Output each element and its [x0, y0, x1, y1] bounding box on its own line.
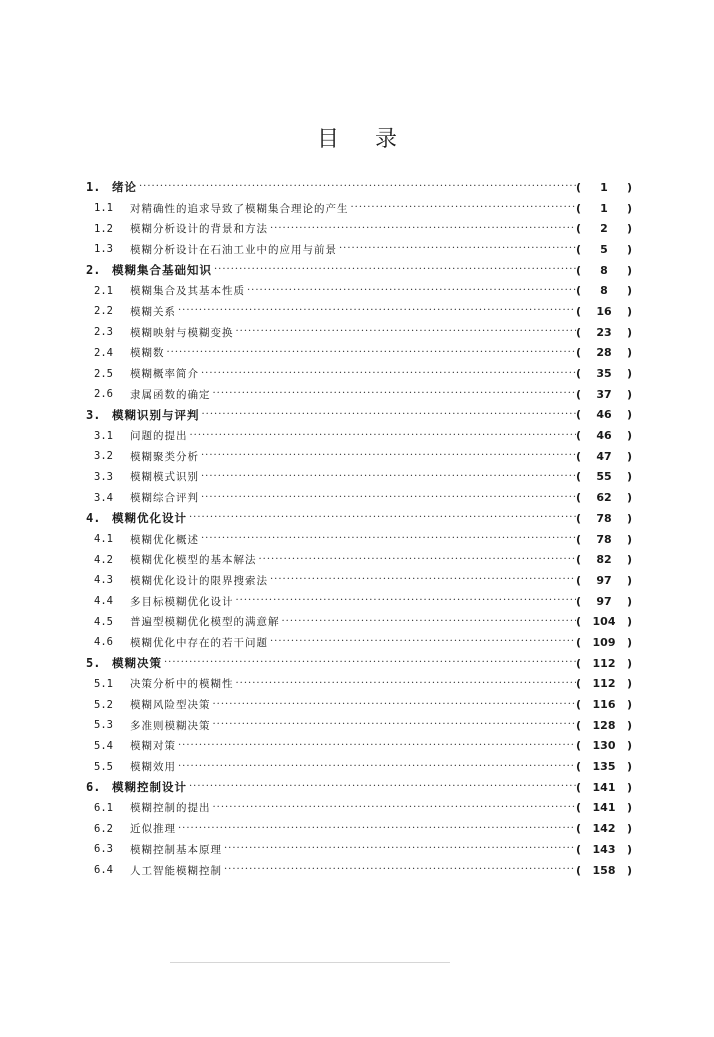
toc-page-number: 82 [596, 553, 612, 567]
toc-page-number: 142 [592, 822, 616, 836]
open-paren: ( [576, 573, 582, 587]
toc-section-entry[interactable] [86, 446, 632, 467]
toc-chapter-entry[interactable] [86, 508, 632, 529]
open-paren: ( [576, 408, 582, 422]
toc-section-entry[interactable] [86, 529, 632, 550]
toc-page-ref [576, 243, 632, 256]
toc-page-number: 97 [596, 573, 612, 587]
toc-entry-title: 绪论 [112, 180, 137, 195]
close-paren: ) [626, 615, 632, 629]
toc-page-ref [576, 698, 632, 711]
page-title [0, 122, 714, 153]
toc-dot-leader [213, 802, 577, 814]
toc-entry-number: 3.2 [94, 450, 113, 463]
open-paren: ( [576, 367, 582, 381]
toc-dot-leader [224, 843, 576, 855]
close-paren: ) [626, 429, 632, 443]
table-of-contents [86, 177, 632, 880]
toc-page-number: 109 [592, 635, 616, 649]
toc-dot-leader [247, 285, 576, 297]
toc-section-entry[interactable] [86, 860, 632, 881]
open-paren: ( [576, 739, 582, 753]
close-paren: ) [626, 698, 632, 712]
toc-page-number: 47 [596, 449, 612, 463]
toc-page-number: 97 [596, 594, 612, 608]
close-paren: ) [626, 532, 632, 546]
toc-section-entry[interactable] [86, 591, 632, 612]
toc-section-entry[interactable] [86, 280, 632, 301]
open-paren: ( [576, 449, 582, 463]
toc-section-entry[interactable] [86, 570, 632, 591]
toc-dot-leader [178, 740, 576, 752]
toc-dot-leader [270, 574, 576, 586]
open-paren: ( [576, 470, 582, 484]
page-title-char-1: 目 [316, 127, 339, 152]
close-paren: ) [626, 387, 632, 401]
toc-entry-number: 2.6 [94, 388, 113, 401]
toc-dot-leader [213, 699, 577, 711]
toc-page-number: 46 [596, 408, 612, 422]
close-paren: ) [626, 594, 632, 608]
toc-dot-leader [351, 202, 577, 214]
toc-entry-title: 模糊风险型决策 [130, 699, 211, 712]
open-paren: ( [576, 180, 582, 194]
toc-dot-leader [270, 636, 576, 648]
toc-entry-title: 隶属函数的确定 [130, 388, 211, 401]
toc-entry-number: 1.2 [94, 222, 113, 235]
toc-dot-leader [201, 368, 576, 380]
toc-page-ref [576, 388, 632, 401]
toc-page-number: 104 [592, 615, 616, 629]
toc-page-ref [576, 202, 632, 215]
toc-page-number: 62 [596, 491, 612, 505]
open-paren: ( [576, 615, 582, 629]
toc-entry-number: 6.2 [94, 822, 113, 835]
toc-entry-title: 模糊集合及其基本性质 [130, 285, 245, 298]
toc-page-ref [576, 781, 632, 794]
toc-page-ref [576, 491, 632, 504]
toc-page-number: 28 [596, 346, 612, 360]
close-paren: ) [626, 760, 632, 774]
toc-chapter-entry[interactable] [86, 260, 632, 281]
toc-entry-title: 问题的提出 [130, 430, 188, 443]
toc-page-ref [576, 760, 632, 773]
toc-page-number: 8 [600, 284, 608, 298]
close-paren: ) [626, 656, 632, 670]
toc-entry-number: 3.3 [94, 470, 113, 483]
open-paren: ( [576, 842, 582, 856]
toc-section-entry[interactable] [86, 756, 632, 777]
close-paren: ) [626, 863, 632, 877]
toc-page-ref [576, 470, 632, 483]
toc-dot-leader [339, 243, 576, 255]
toc-entry-title: 模糊控制基本原理 [130, 843, 222, 856]
toc-page-number: 158 [592, 863, 616, 877]
toc-page-ref [576, 346, 632, 359]
open-paren: ( [576, 801, 582, 815]
toc-page-number: 128 [592, 718, 616, 732]
toc-page-number: 78 [596, 532, 612, 546]
close-paren: ) [626, 511, 632, 525]
toc-page-ref [576, 512, 632, 525]
toc-dot-leader [178, 823, 576, 835]
open-paren: ( [576, 284, 582, 298]
toc-entry-title: 多准则模糊决策 [130, 719, 211, 732]
open-paren: ( [576, 718, 582, 732]
toc-section-entry[interactable] [86, 632, 632, 653]
toc-entry-number: 2. [86, 263, 101, 278]
toc-entry-title: 对精确性的追求导致了模糊集合理论的产生 [130, 202, 349, 215]
open-paren: ( [576, 760, 582, 774]
toc-section-entry[interactable] [86, 425, 632, 446]
toc-section-entry[interactable] [86, 218, 632, 239]
toc-entry-title: 模糊优化中存在的若干问题 [130, 636, 268, 649]
toc-entry-title: 决策分析中的模糊性 [130, 678, 234, 691]
close-paren: ) [626, 801, 632, 815]
open-paren: ( [576, 822, 582, 836]
open-paren: ( [576, 242, 582, 256]
toc-page-number: 116 [592, 698, 616, 712]
toc-page-number: 55 [596, 470, 612, 484]
toc-entry-number: 4.2 [94, 553, 113, 566]
open-paren: ( [576, 304, 582, 318]
close-paren: ) [626, 842, 632, 856]
toc-entry-title: 模糊优化设计 [112, 511, 187, 526]
open-paren: ( [576, 656, 582, 670]
toc-page-ref [576, 367, 632, 380]
toc-entry-title: 模糊分析设计的背景和方法 [130, 223, 268, 236]
toc-page-ref [576, 615, 632, 628]
toc-section-entry[interactable] [86, 239, 632, 260]
toc-entry-title: 多目标模糊优化设计 [130, 595, 234, 608]
toc-entry-title: 模糊模式识别 [130, 471, 199, 484]
toc-entry-title: 模糊概率简介 [130, 368, 199, 381]
toc-page-number: 112 [592, 677, 616, 691]
toc-entry-title: 模糊优化概述 [130, 533, 199, 546]
open-paren: ( [576, 491, 582, 505]
open-paren: ( [576, 511, 582, 525]
toc-entry-title: 模糊映射与模糊变换 [130, 326, 234, 339]
toc-entry-number: 4.6 [94, 636, 113, 649]
toc-section-entry[interactable] [86, 384, 632, 405]
open-paren: ( [576, 863, 582, 877]
toc-chapter-entry[interactable] [86, 405, 632, 426]
toc-page-number: 141 [592, 801, 616, 815]
toc-entry-number: 3.1 [94, 429, 113, 442]
close-paren: ) [626, 677, 632, 691]
open-paren: ( [576, 698, 582, 712]
open-paren: ( [576, 346, 582, 360]
toc-page-ref [576, 822, 632, 835]
toc-entry-number: 1. [86, 180, 101, 195]
open-paren: ( [576, 201, 582, 215]
toc-entry-title: 普遍型模糊优化模型的满意解 [130, 616, 280, 629]
toc-page-ref [576, 843, 632, 856]
toc-entry-title: 模糊优化设计的限界搜索法 [130, 574, 268, 587]
toc-dot-leader [259, 554, 577, 566]
close-paren: ) [626, 367, 632, 381]
toc-entry-number: 2.2 [94, 305, 113, 318]
toc-entry-number: 5.3 [94, 719, 113, 732]
toc-dot-leader [201, 533, 576, 545]
toc-entry-number: 5.2 [94, 698, 113, 711]
toc-entry-title: 模糊综合评判 [130, 492, 199, 505]
toc-entry-number: 2.4 [94, 346, 113, 359]
close-paren: ) [626, 180, 632, 194]
toc-page-ref [576, 657, 632, 670]
toc-entry-number: 4.1 [94, 533, 113, 546]
toc-section-entry[interactable] [86, 467, 632, 488]
toc-entry-title: 模糊控制设计 [112, 780, 187, 795]
toc-entry-title: 人工智能模糊控制 [130, 864, 222, 877]
close-paren: ) [626, 408, 632, 422]
toc-entry-number: 2.1 [94, 284, 113, 297]
toc-entry-number: 5. [86, 656, 101, 671]
close-paren: ) [626, 242, 632, 256]
toc-page-ref [576, 719, 632, 732]
open-paren: ( [576, 553, 582, 567]
toc-entry-number: 4.4 [94, 595, 113, 608]
toc-section-entry[interactable] [86, 798, 632, 819]
toc-page-ref [576, 408, 632, 421]
toc-page-ref [576, 574, 632, 587]
toc-page-number: 112 [592, 656, 616, 670]
toc-page-number: 46 [596, 429, 612, 443]
toc-page-number: 141 [592, 780, 616, 794]
close-paren: ) [626, 470, 632, 484]
toc-page-ref [576, 595, 632, 608]
open-paren: ( [576, 780, 582, 794]
toc-dot-leader [201, 471, 576, 483]
toc-page-number: 23 [596, 325, 612, 339]
toc-page-ref [576, 264, 632, 277]
toc-section-entry[interactable] [86, 839, 632, 860]
toc-page-number: 8 [600, 263, 608, 277]
toc-dot-leader [178, 761, 576, 773]
toc-entry-number: 4.5 [94, 615, 113, 628]
toc-page-number: 78 [596, 511, 612, 525]
toc-dot-leader [214, 264, 576, 276]
toc-page-ref [576, 677, 632, 690]
toc-dot-leader [270, 223, 576, 235]
toc-chapter-entry[interactable] [86, 777, 632, 798]
toc-page-number: 143 [592, 842, 616, 856]
close-paren: ) [626, 304, 632, 318]
toc-entry-title: 模糊决策 [112, 656, 162, 671]
toc-dot-leader [167, 347, 577, 359]
open-paren: ( [576, 532, 582, 546]
toc-dot-leader [236, 595, 577, 607]
toc-page-ref [576, 739, 632, 752]
toc-page-number: 16 [596, 304, 612, 318]
toc-dot-leader [202, 409, 577, 421]
open-paren: ( [576, 325, 582, 339]
scan-artifact-line [170, 962, 450, 963]
toc-page-ref [576, 801, 632, 814]
toc-page-number: 35 [596, 367, 612, 381]
open-paren: ( [576, 222, 582, 236]
close-paren: ) [626, 449, 632, 463]
toc-page-number: 135 [592, 760, 616, 774]
open-paren: ( [576, 594, 582, 608]
toc-entry-title: 模糊效用 [130, 761, 176, 774]
close-paren: ) [626, 222, 632, 236]
toc-entry-title: 模糊分析设计在石油工业中的应用与前景 [130, 243, 337, 256]
toc-section-entry[interactable] [86, 611, 632, 632]
toc-page-ref [576, 429, 632, 442]
toc-entry-number: 3. [86, 407, 101, 422]
toc-page-number: 130 [592, 739, 616, 753]
toc-dot-leader [189, 781, 576, 793]
toc-entry-number: 5.5 [94, 760, 113, 773]
open-paren: ( [576, 387, 582, 401]
toc-section-entry[interactable] [86, 198, 632, 219]
toc-page-ref [576, 636, 632, 649]
toc-section-entry[interactable] [86, 715, 632, 736]
toc-entry-number: 2.5 [94, 367, 113, 380]
open-paren: ( [576, 263, 582, 277]
toc-entry-title: 模糊聚类分析 [130, 450, 199, 463]
toc-dot-leader [236, 678, 577, 690]
toc-dot-leader [201, 450, 576, 462]
page-title-char-2: 录 [375, 127, 398, 152]
toc-page-ref [576, 864, 632, 877]
toc-dot-leader [236, 326, 577, 338]
close-paren: ) [626, 822, 632, 836]
toc-dot-leader [213, 719, 577, 731]
toc-entry-title: 模糊优化模型的基本解法 [130, 554, 257, 567]
toc-entry-number: 6.1 [94, 801, 113, 814]
close-paren: ) [626, 635, 632, 649]
toc-dot-leader [178, 305, 576, 317]
toc-entry-number: 4. [86, 511, 101, 526]
close-paren: ) [626, 346, 632, 360]
toc-entry-number: 3.4 [94, 491, 113, 504]
toc-page-ref [576, 326, 632, 339]
toc-page-ref [576, 553, 632, 566]
toc-dot-leader [224, 864, 576, 876]
close-paren: ) [626, 780, 632, 794]
toc-dot-leader [213, 388, 577, 400]
close-paren: ) [626, 739, 632, 753]
close-paren: ) [626, 573, 632, 587]
toc-section-entry[interactable] [86, 549, 632, 570]
toc-entry-number: 5.4 [94, 739, 113, 752]
toc-entry-title: 模糊关系 [130, 305, 176, 318]
toc-page-ref [576, 533, 632, 546]
open-paren: ( [576, 677, 582, 691]
toc-section-entry[interactable] [86, 694, 632, 715]
open-paren: ( [576, 429, 582, 443]
close-paren: ) [626, 201, 632, 215]
toc-section-entry[interactable] [86, 674, 632, 695]
toc-section-entry[interactable] [86, 818, 632, 839]
toc-entry-number: 5.1 [94, 677, 113, 690]
toc-entry-title: 模糊集合基础知识 [112, 263, 212, 278]
toc-entry-number: 6. [86, 780, 101, 795]
toc-section-entry[interactable] [86, 301, 632, 322]
toc-chapter-entry[interactable] [86, 653, 632, 674]
toc-chapter-entry[interactable] [86, 177, 632, 198]
toc-dot-leader [201, 492, 576, 504]
toc-page-number: 5 [600, 242, 608, 256]
toc-page-number: 1 [600, 180, 608, 194]
toc-dot-leader [139, 181, 576, 193]
toc-entry-title: 模糊控制的提出 [130, 802, 211, 815]
toc-page-ref [576, 222, 632, 235]
toc-dot-leader [190, 430, 577, 442]
toc-section-entry[interactable] [86, 322, 632, 343]
toc-entry-number: 2.3 [94, 326, 113, 339]
close-paren: ) [626, 263, 632, 277]
toc-page-number: 37 [596, 387, 612, 401]
toc-section-entry[interactable] [86, 736, 632, 757]
close-paren: ) [626, 325, 632, 339]
toc-entry-title: 模糊数 [130, 347, 165, 360]
close-paren: ) [626, 491, 632, 505]
toc-entry-title: 模糊对策 [130, 740, 176, 753]
toc-page-ref [576, 305, 632, 318]
toc-section-entry[interactable] [86, 343, 632, 364]
toc-entry-number: 6.3 [94, 843, 113, 856]
toc-section-entry[interactable] [86, 487, 632, 508]
toc-page-number: 2 [600, 222, 608, 236]
toc-entry-title: 近似推理 [130, 823, 176, 836]
toc-entry-number: 6.4 [94, 864, 113, 877]
toc-page-ref [576, 284, 632, 297]
toc-page-ref [576, 450, 632, 463]
close-paren: ) [626, 284, 632, 298]
toc-entry-number: 1.3 [94, 243, 113, 256]
toc-entry-number: 1.1 [94, 202, 113, 215]
toc-entry-number: 4.3 [94, 574, 113, 587]
toc-dot-leader [189, 512, 576, 524]
toc-page-number: 1 [600, 201, 608, 215]
close-paren: ) [626, 553, 632, 567]
toc-page-ref [576, 181, 632, 194]
open-paren: ( [576, 635, 582, 649]
close-paren: ) [626, 718, 632, 732]
toc-dot-leader [164, 657, 576, 669]
toc-section-entry[interactable] [86, 363, 632, 384]
toc-dot-leader [282, 616, 577, 628]
toc-entry-title: 模糊识别与评判 [112, 407, 200, 422]
